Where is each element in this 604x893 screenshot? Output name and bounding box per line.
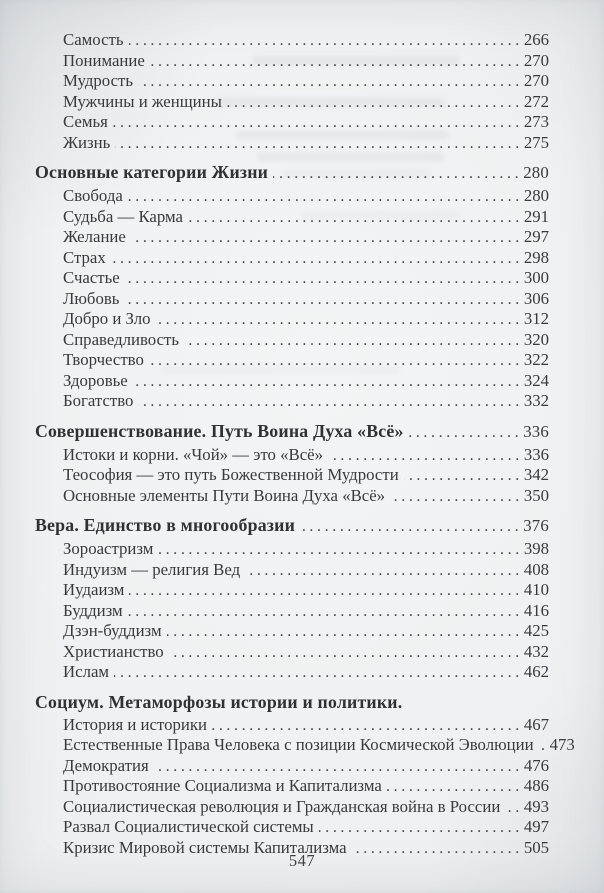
toc-entry-title: Любовь: [63, 288, 120, 308]
toc-entry-page: 291: [523, 206, 549, 226]
toc-entry-page: 324: [523, 370, 549, 390]
toc-entry: [35, 662, 549, 683]
dot-leader: [184, 330, 523, 351]
dot-leader: [245, 560, 523, 581]
toc-entry-title: Творчество: [63, 350, 144, 369]
dot-leader: [319, 817, 523, 838]
dot-leader: [409, 419, 523, 445]
toc-entry-title: Основные элементы Пути Воина Духа «Всё»: [63, 485, 386, 505]
dot-leader: [114, 662, 523, 683]
page-number-footer: [0, 851, 604, 871]
toc-entry: [35, 560, 549, 581]
dot-leader: [124, 289, 522, 310]
toc-entry-title: Истоки и корни. «Чой» — это «Всё»: [63, 444, 324, 464]
toc-entry-title: Богатство: [63, 391, 134, 410]
toc-entry-page: 322: [523, 350, 549, 369]
toc-entry-title: Дзэн-буддизм: [63, 621, 162, 640]
toc-entry-title: Жизнь: [63, 132, 111, 152]
toc-entry-title: Судьба — Карма: [63, 206, 183, 226]
toc-entry: [35, 391, 549, 412]
toc-entry-title: Понимание: [63, 50, 145, 70]
toc: [35, 30, 575, 858]
toc-entry-page: 462: [523, 662, 549, 681]
dot-leader: [150, 51, 523, 72]
toc-entry: [35, 51, 549, 72]
toc-entry-page: 280: [523, 186, 549, 205]
toc-entry-title: Мудрость: [63, 71, 134, 90]
toc-entry-page: 493: [523, 796, 549, 816]
dot-leader: [154, 756, 523, 777]
toc-entry-page: 476: [523, 755, 549, 775]
toc-entry-title: Счастье: [63, 268, 120, 287]
toc-entry-title: Социум. Метаморфозы истории и политики.: [35, 691, 403, 712]
toc-entry-title: Добро и Зло: [63, 309, 151, 328]
dot-leader: [167, 621, 523, 642]
toc-entry: [35, 797, 549, 818]
toc-entry: [35, 465, 549, 486]
dot-leader: [138, 71, 523, 92]
toc-entry-page: 497: [523, 817, 549, 836]
toc-entry: [35, 248, 549, 269]
toc-entry: [35, 227, 549, 248]
toc-entry: [35, 756, 549, 777]
folio-page-number: 547: [288, 851, 316, 870]
toc-entry: [35, 642, 549, 663]
toc-entry-page: 376: [523, 516, 549, 535]
dot-leader: [158, 539, 522, 560]
toc-entry: [35, 817, 549, 838]
toc-entry-title: Свобода: [63, 186, 123, 205]
toc-entry-title: Ислам: [63, 662, 110, 681]
dot-leader: [133, 371, 523, 392]
toc-entry-title: Индуизм — религия Вед: [63, 559, 241, 579]
toc-entry-page: 336: [523, 421, 549, 441]
toc-entry: [35, 309, 549, 330]
dot-leader: [131, 227, 523, 248]
toc-entry-page: 486: [523, 776, 549, 795]
toc-entry: [35, 330, 549, 351]
toc-entry-title: Мужчины и женщины: [63, 91, 222, 111]
toc-entry-page: 410: [523, 580, 549, 599]
toc-entry-page: 280: [523, 163, 549, 182]
toc-section: [35, 513, 549, 683]
dot-leader: [113, 112, 523, 133]
toc-entry-page: 473: [549, 735, 575, 754]
dot-leader: [125, 268, 523, 289]
dot-leader: [129, 580, 522, 601]
toc-entry-page: 342: [523, 465, 549, 484]
toc-section: [35, 160, 549, 412]
dot-leader: [404, 465, 523, 486]
toc-entry-page: 312: [523, 309, 549, 328]
toc-entry-page: 270: [523, 71, 549, 90]
toc-section-heading: [35, 419, 549, 445]
toc-entry-page: 432: [523, 641, 549, 661]
toc-entry: [35, 601, 549, 622]
toc-entry: [35, 715, 549, 736]
dot-leader: [169, 642, 523, 663]
toc-entry: [35, 350, 549, 371]
toc-entry: [35, 539, 549, 560]
dot-leader: [128, 186, 523, 207]
toc-section: [35, 419, 549, 507]
toc-entry-title: Буддизм: [63, 600, 123, 620]
toc-entry-title: Совершенствование. Путь Воина Духа «Всё»: [35, 420, 404, 441]
toc-entry: [35, 186, 549, 207]
toc-entry-page: 408: [523, 559, 549, 579]
toc-section: [35, 30, 549, 153]
toc-entry-page: 272: [523, 91, 549, 111]
toc-entry-title: Здоровье: [63, 370, 128, 390]
toc-entry-page: 270: [523, 50, 549, 70]
toc-entry-page: 505: [523, 837, 549, 857]
dot-leader: [188, 207, 523, 228]
toc-entry: [35, 268, 549, 289]
toc-entry-title: Справедливость: [63, 329, 180, 349]
dot-leader: [328, 445, 523, 466]
toc-entry-title: Противостояние Социализма и Капитализма: [63, 776, 382, 795]
dot-leader: [155, 309, 522, 330]
toc-section-heading: [35, 160, 549, 186]
toc-entry: [35, 445, 549, 466]
toc-section-heading: [35, 690, 549, 715]
dot-leader: [387, 776, 523, 797]
toc-entry-title: Вера. Единство в многообразии: [35, 515, 296, 535]
toc-entry-page: 306: [523, 288, 549, 308]
dot-leader: [212, 715, 523, 736]
toc-section-heading: [35, 513, 549, 539]
toc-entry-title: Семья: [63, 112, 108, 131]
toc-entry: [35, 289, 549, 310]
toc-entry-title: Христианство: [63, 641, 164, 661]
toc-entry: [35, 133, 549, 154]
dot-leader: [115, 133, 523, 154]
dot-leader: [111, 248, 523, 269]
toc-entry: [35, 207, 549, 228]
toc-entry-title: Самость: [63, 30, 124, 49]
toc-entry-title: Кризис Мировой системы Капитализма: [63, 837, 347, 857]
toc-entry: [35, 92, 549, 113]
toc-entry: [35, 486, 549, 507]
dot-leader: [129, 30, 523, 51]
toc-section: [35, 690, 575, 859]
toc-entry: [35, 112, 549, 133]
toc-entry: [35, 621, 549, 642]
toc-entry: [35, 30, 549, 51]
toc-entry-title: Теософия — это путь Божественной Мудрости: [63, 465, 399, 484]
toc-entry-page: 398: [523, 539, 549, 558]
dot-leader: [273, 160, 522, 186]
dot-leader: [149, 350, 523, 371]
dot-leader: [138, 391, 522, 412]
dot-leader: [300, 513, 522, 539]
toc-entry-page: 298: [523, 247, 549, 267]
dot-leader: [505, 797, 523, 818]
toc-entry-page: 332: [523, 391, 549, 410]
dot-leader: [227, 92, 523, 113]
toc-entry-page: 320: [523, 329, 549, 349]
toc-entry-page: 336: [523, 444, 549, 464]
toc-entry-title: Иудаизм: [63, 580, 125, 599]
toc-entry-page: 425: [523, 621, 549, 640]
toc-entry-page: 273: [523, 112, 549, 131]
toc-entry-page: 416: [523, 600, 549, 620]
toc-entry-title: Страх: [63, 247, 106, 267]
toc-entry-page: 350: [523, 485, 549, 505]
toc-entry-page: 275: [523, 132, 549, 152]
toc-entry-title: Желание: [63, 227, 126, 246]
toc-entry: [35, 371, 549, 392]
toc-entry-title: Основные категории Жизни: [35, 162, 269, 182]
toc-entry-page: 300: [523, 268, 549, 287]
toc-entry-page: 467: [523, 714, 549, 734]
toc-entry-title: История и историки: [63, 714, 207, 734]
toc-entry: [35, 580, 549, 601]
dot-leader: [539, 735, 549, 756]
toc-entry-title: Естественные Права Человека с позиции Космической Эволюции: [63, 735, 534, 754]
toc-entry: [35, 776, 549, 797]
toc-entry: [35, 735, 575, 756]
toc-entry-title: Зороастризм: [63, 539, 154, 558]
toc-entry: [35, 71, 549, 92]
toc-entry-title: Развал Социалистической системы: [63, 817, 314, 836]
toc-entry-title: Демократия: [63, 755, 149, 775]
toc-entry-title: Социалистическая революция и Гражданская война в России: [63, 796, 501, 816]
dot-leader: [128, 601, 523, 622]
toc-entry-page: 266: [523, 30, 549, 49]
toc-entry-page: 297: [523, 227, 549, 246]
dot-leader: [390, 486, 523, 507]
